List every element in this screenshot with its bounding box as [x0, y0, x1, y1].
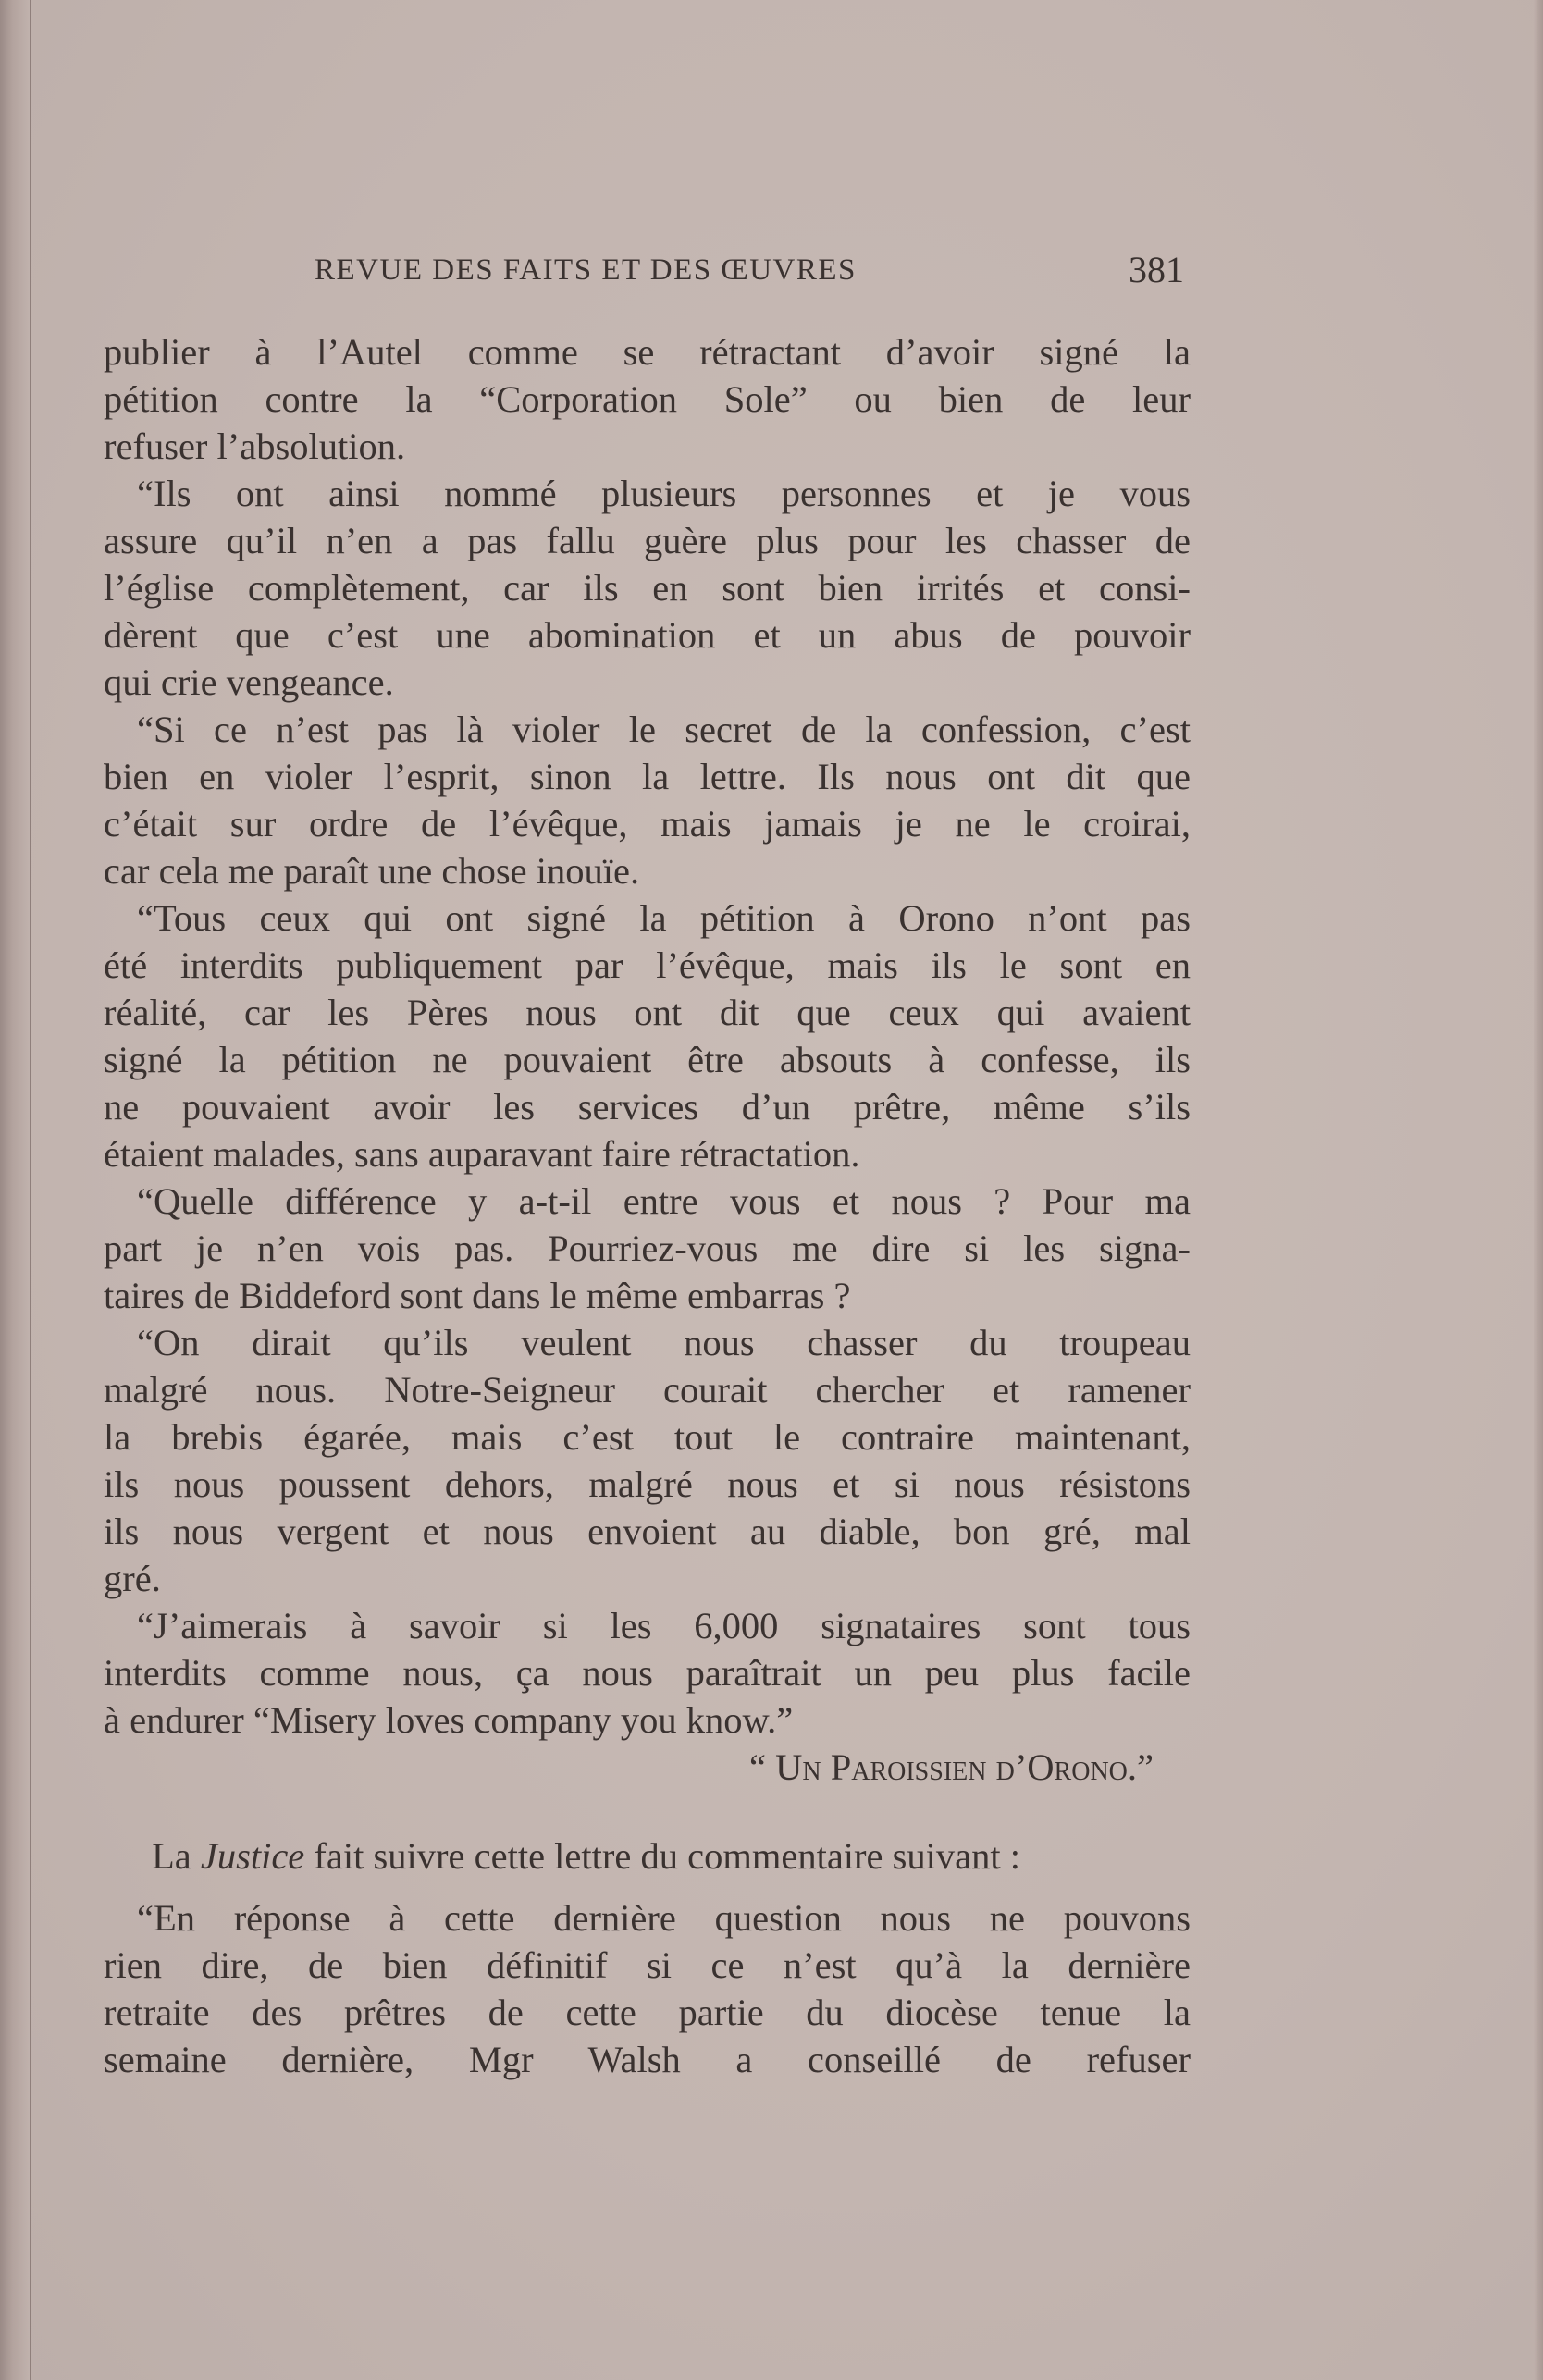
- running-title: REVUE DES FAITS ET DES ŒUVRES: [315, 253, 857, 287]
- text-line: taires de Biddeford sont dans le même embarras ?: [104, 1275, 851, 1316]
- body-text: [104, 328, 1191, 2083]
- text-line: la brebis égarée, mais c’est tout le contraire maintenant,: [104, 1416, 1191, 1458]
- text-line: pétition contre la “Corporation Sole” ou bien de leur: [104, 378, 1191, 420]
- text-line: réalité, car les Pères nous ont dit que ceux qui avaient: [104, 992, 1191, 1033]
- text-line: gré.: [104, 1558, 161, 1599]
- text-line: ne pouvaient avoir les services d’un prêtre, même s’ils: [104, 1086, 1191, 1128]
- text-line: assure qu’il n’en a pas fallu guère plus pour les chasser de: [104, 520, 1191, 561]
- text-line: ils nous vergent et nous envoient au diable, bon gré, mal: [104, 1511, 1191, 1552]
- text-line: “Tous ceux qui ont signé la pétition à Orono n’ont pas: [137, 897, 1191, 939]
- text-line: qui crie vengeance.: [104, 661, 394, 703]
- text-line: signé la pétition ne pouvaient être absouts à confesse, ils: [104, 1039, 1191, 1080]
- text-line: ils nous poussent dehors, malgré nous et si nous résistons: [104, 1463, 1191, 1505]
- text-line: part je n’en vois pas. Pourriez-vous me dire si les signa-: [104, 1227, 1191, 1269]
- text-line: l’église complètement, car ils en sont bien irrités et consi-: [104, 567, 1191, 609]
- text-line: rien dire, de bien définitif si ce n’est qu’à la dernière: [104, 1944, 1191, 1986]
- text-line: été interdits publiquement par l’évêque, mais ils le sont en: [104, 944, 1191, 986]
- text-line: étaient malades, sans auparavant faire rétractation.: [104, 1133, 860, 1175]
- text-line: c’était sur ordre de l’évêque, mais jamais je ne le croirai,: [104, 803, 1191, 845]
- text-line: “J’aimerais à savoir si les 6,000 signataires sont tous: [137, 1605, 1191, 1646]
- text-line: “On dirait qu’ils veulent nous chasser du troupeau: [137, 1322, 1191, 1363]
- letter-signature: “ Un Paroissien d’Orono.”: [749, 1746, 1154, 1788]
- text-line: car cela me paraît une chose inouïe.: [104, 850, 640, 892]
- text-line: “Ils ont ainsi nommé plusieurs personnes et je vous: [137, 473, 1191, 514]
- commentary-intro-after: fait suivre cette lettre du commentaire suivant :: [304, 1835, 1021, 1877]
- text-line: dèrent que c’est une abomination et un abus de pouvoir: [104, 614, 1191, 656]
- text-line: interdits comme nous, ça nous paraîtrait un peu plus facile: [104, 1652, 1191, 1694]
- page-right-edge: [1534, 0, 1543, 2380]
- running-header: [315, 248, 1184, 294]
- text-line: publier à l’Autel comme se rétractant d’avoir signé la: [104, 331, 1191, 373]
- commentary-intro-before: La: [152, 1835, 201, 1877]
- text-line: “Si ce n’est pas là violer le secret de la confession, c’est: [137, 709, 1191, 750]
- text-line: retraite des prêtres de cette partie du diocèse tenue la: [104, 1992, 1191, 2033]
- text-line: refuser l’absolution.: [104, 425, 406, 467]
- text-line: semaine dernière, Mgr Walsh a conseillé de refuser: [104, 2039, 1191, 2080]
- page-number: 381: [1129, 249, 1184, 290]
- text-line: à endurer “Misery loves company you know.”: [104, 1699, 794, 1741]
- page-binding-edge: [30, 0, 31, 2380]
- text-line: “En réponse à cette dernière question nous ne pouvons: [137, 1897, 1191, 1939]
- commentary-intro: [104, 1832, 1191, 1880]
- text-line: “Quelle différence y a-t-il entre vous et nous ? Pour ma: [137, 1180, 1191, 1222]
- section-gap: [104, 1880, 1191, 1894]
- newspaper-title: Justice: [200, 1835, 305, 1877]
- text-line: bien en violer l’esprit, sinon la lettre. Ils nous ont dit que: [104, 756, 1191, 797]
- text-line: malgré nous. Notre-Seigneur courait chercher et ramener: [104, 1369, 1191, 1411]
- section-gap: [104, 1791, 1191, 1832]
- page-gutter-shadow: [0, 0, 31, 2380]
